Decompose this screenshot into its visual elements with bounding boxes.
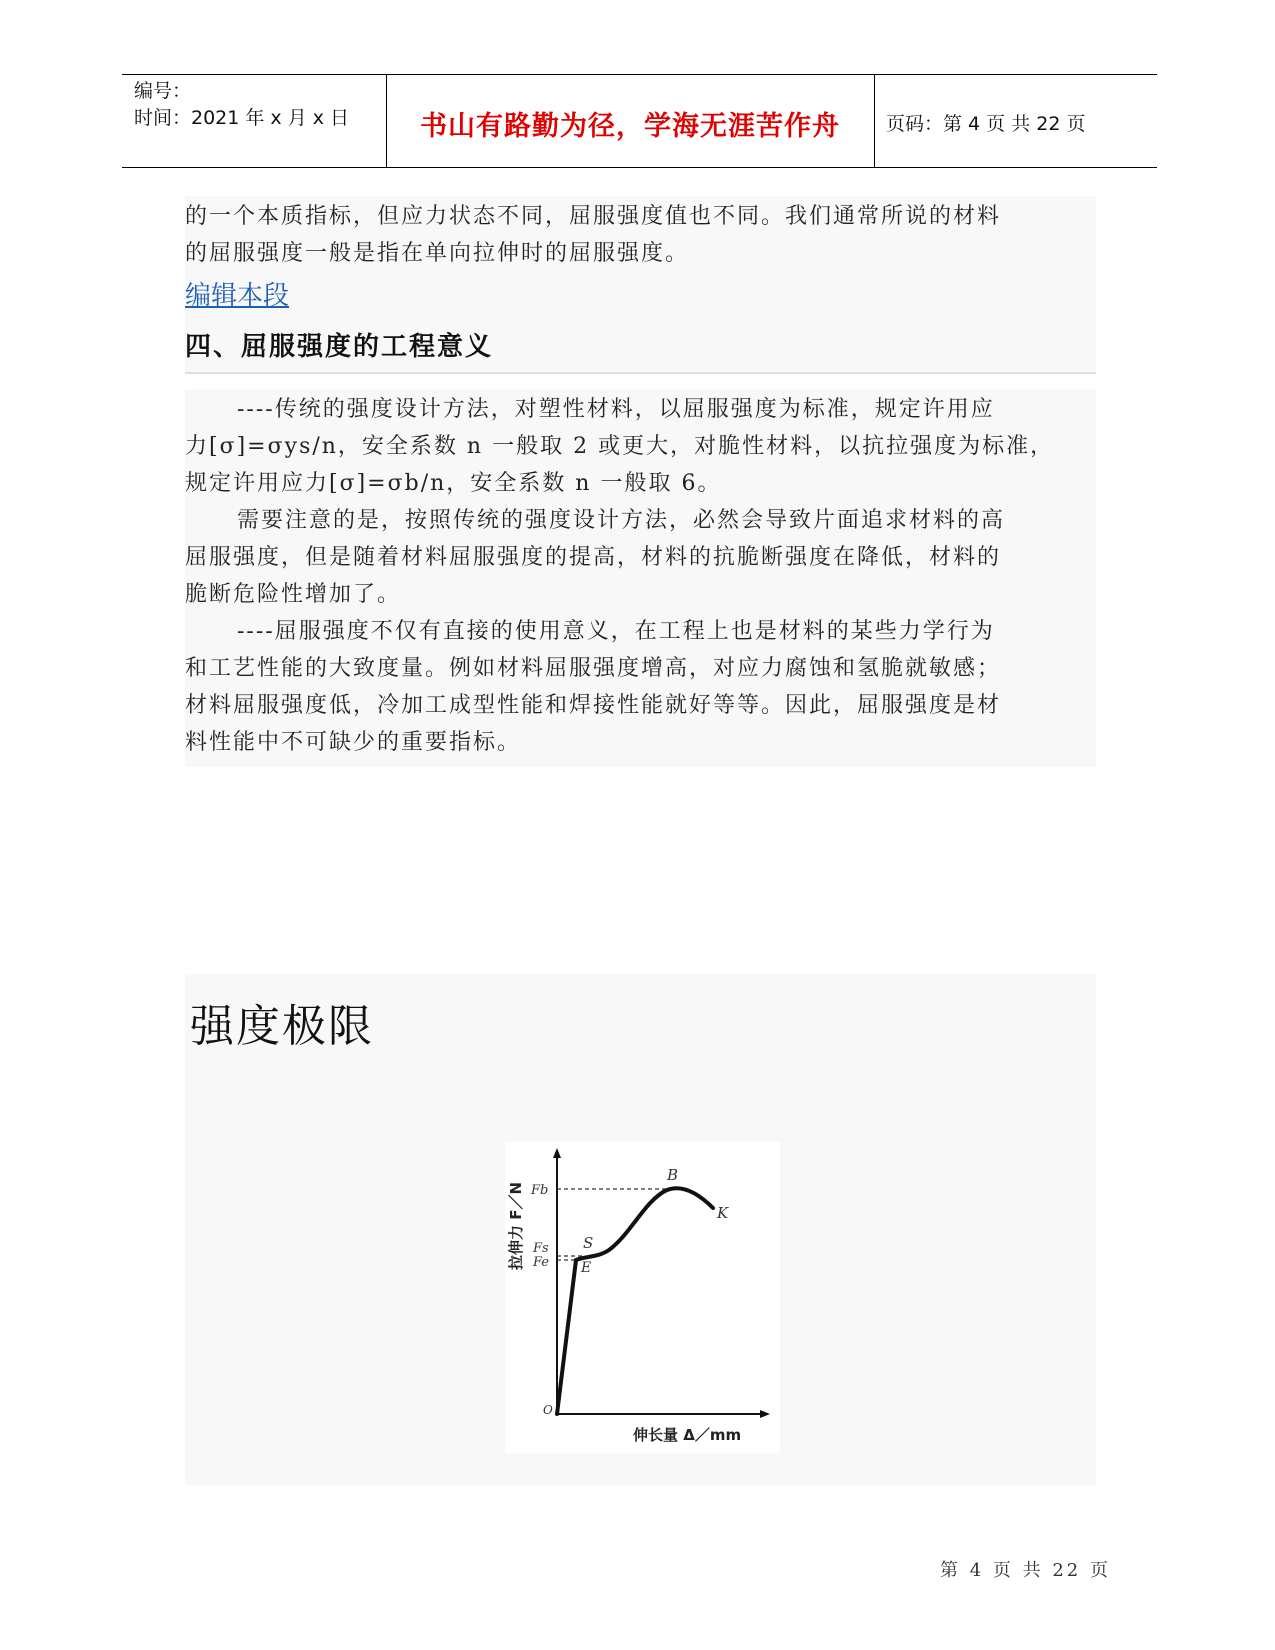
strength-title: 强度极限	[190, 1001, 374, 1052]
header-bottom-rule	[122, 167, 1157, 168]
body-p3-line-1: ----屈服强度不仅有直接的使用意义，在工程上也是材料的某些力学行为	[237, 619, 995, 644]
body-p2-line-3: 脆断危险性增加了。	[185, 582, 402, 607]
stress-strain-figure	[505, 1142, 780, 1453]
section-title: 四、屈服强度的工程意义	[185, 332, 494, 362]
section-rule	[185, 372, 1096, 374]
point-k-label: K	[717, 1204, 729, 1222]
x-axis-arrow	[760, 1410, 770, 1418]
header-divider-right	[874, 74, 875, 167]
y-axis-label: 拉伸力 F／N	[507, 1181, 525, 1270]
x-axis-label: 伸长量 Δ／mm	[633, 1426, 742, 1444]
tick-fs: Fs	[533, 1241, 549, 1256]
intro-line-1: 的一个本质指标，但应力状态不同，屈服强度值也不同。我们通常所说的材料	[185, 204, 1002, 229]
tensile-curve-diagram	[505, 1142, 780, 1453]
point-e-label: E	[581, 1260, 592, 1276]
body-p1-line-2: 力[σ]=σys/n，安全系数 n 一般取 2 或更大，对脆性材料，以抗拉强度为标准，	[185, 434, 1055, 459]
point-s-label: S	[583, 1234, 594, 1252]
header-page-label: 页码：第 4 页 共 22 页	[886, 113, 1086, 135]
intro-line-2: 的屈服强度一般是指在单向拉伸时的屈服强度。	[185, 241, 690, 266]
document-date-label: 时间：2021 年 x 月 x 日	[134, 107, 350, 129]
page-footer: 第 4 页 共 22 页	[940, 1560, 1111, 1581]
intro-block	[185, 196, 1096, 372]
body-p3-line-4: 料性能中不可缺少的重要指标。	[185, 730, 522, 755]
document-number-label: 编号：	[134, 80, 192, 102]
header-motto: 书山有路勤为径，学海无涯苦作舟	[420, 111, 840, 142]
tick-fe: Fe	[533, 1255, 550, 1270]
body-p2-line-2: 屈服强度，但是随着材料屈服强度的提高，材料的抗脆断强度在降低，材料的	[185, 545, 1002, 570]
body-p1-line-3: 规定许用应力[σ]=σb/n，安全系数 n 一般取 6。	[185, 471, 722, 496]
point-b-label: B	[667, 1166, 679, 1184]
body-p3-line-3: 材料屈服强度低，冷加工成型性能和焊接性能就好等等。因此，屈服强度是材	[185, 693, 1002, 718]
edit-section-link[interactable]: 编辑本段	[185, 281, 290, 311]
header-top-rule	[122, 74, 1157, 75]
body-p1-line-1: ----传统的强度设计方法，对塑性材料，以屈服强度为标准，规定许用应	[237, 397, 995, 422]
strength-title-block	[185, 974, 1096, 1140]
body-p3-line-2: 和工艺性能的大致度量。例如材料屈服强度增高，对应力腐蚀和氢脆就敏感；	[185, 656, 1002, 681]
origin-label: O	[543, 1403, 553, 1417]
tensile-curve	[557, 1188, 713, 1414]
header-meta	[134, 78, 349, 132]
body-p2-line-1: 需要注意的是，按照传统的强度设计方法，必然会导致片面追求材料的高	[237, 508, 1006, 533]
body-block	[185, 389, 1096, 767]
tick-fb: Fb	[531, 1183, 549, 1198]
y-axis-arrow	[553, 1148, 561, 1158]
